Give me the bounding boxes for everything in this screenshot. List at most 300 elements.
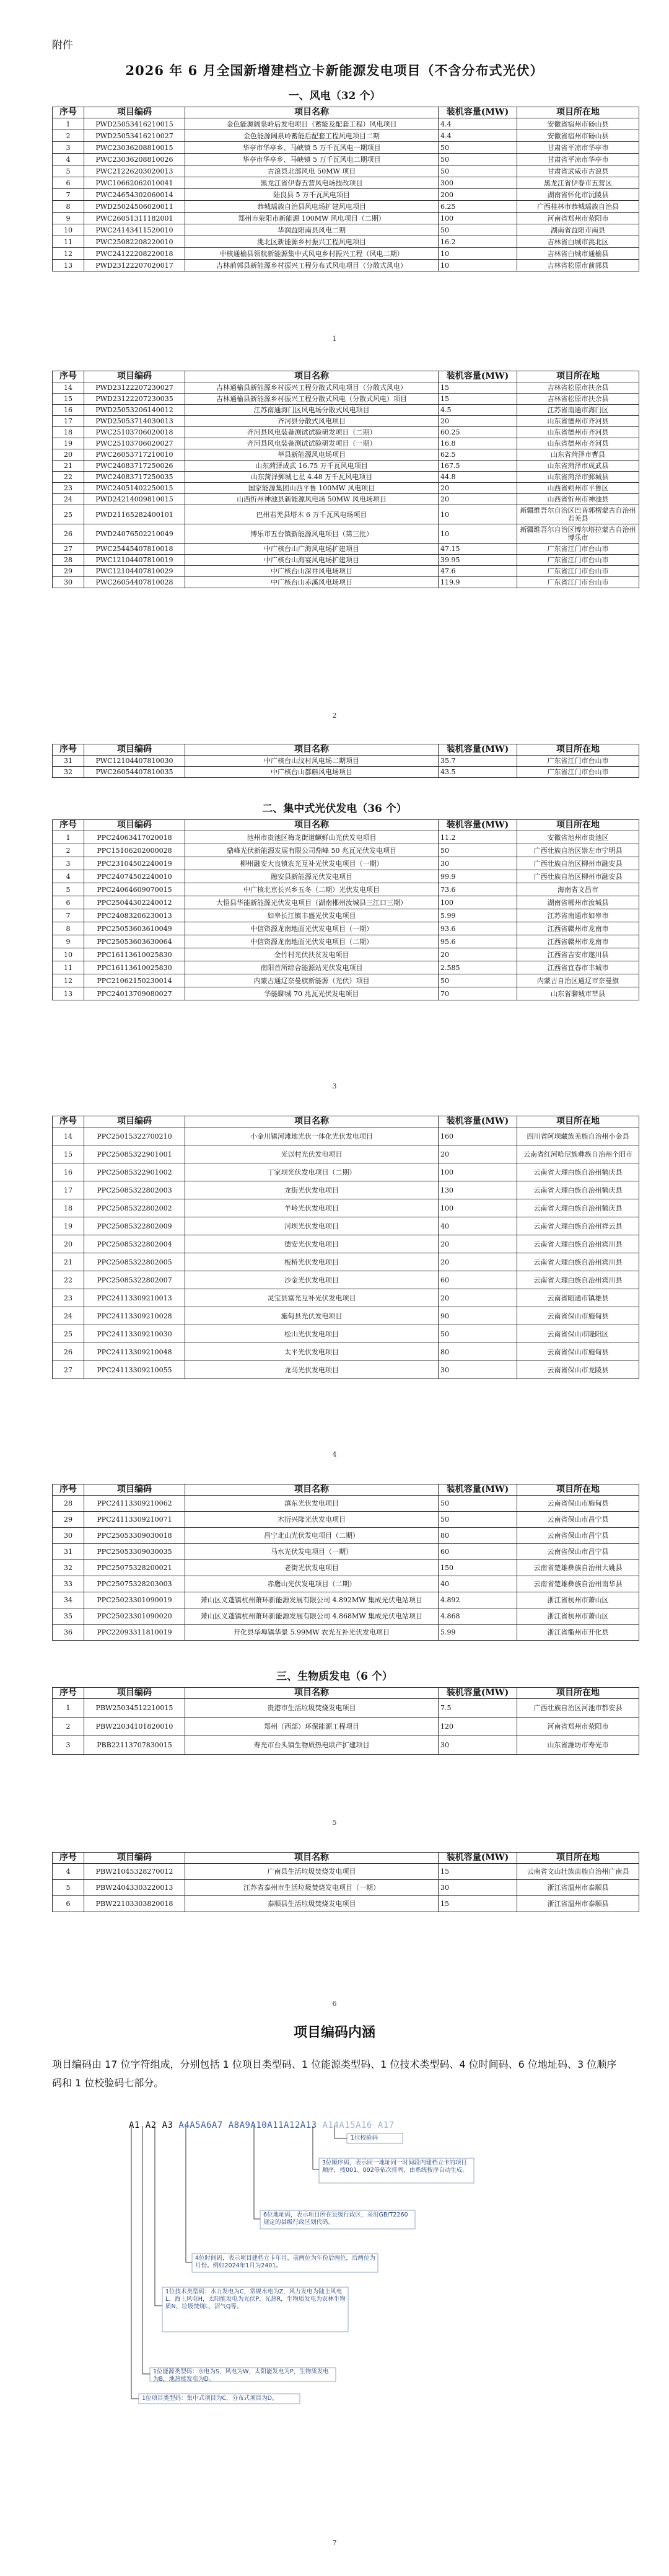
cell-project-location: 云南省保山市昌宁县 — [517, 1544, 639, 1560]
cell-project-name: 山东菏泽鄄城七星 4.48 万千瓦风电项目 — [185, 472, 439, 483]
cell-project-code: PPC25023301090020 — [84, 1608, 185, 1625]
cell-capacity-mw: 160 — [439, 1127, 517, 1145]
code-label-check: 1位校验码 — [351, 2135, 378, 2142]
col-header-capacity: 装机容量(MW) — [439, 1853, 517, 1864]
cell-project-code: PWD25024506020011 — [84, 201, 185, 213]
cell-capacity-mw: 119.9 — [439, 577, 517, 588]
table-row — [53, 427, 639, 438]
table-row — [53, 1496, 639, 1512]
cell-project-name: 中信资源龙南地面光伏发电项目（一期） — [185, 922, 439, 935]
cell-project-location: 山东省德州市齐河县 — [517, 427, 639, 438]
col-header-code: 项目编码 — [84, 820, 185, 831]
cell-project-name: 黑龙江省伊春五营风电场技改项目 — [185, 177, 439, 189]
cell-project-location: 江西省吉安市遂川县 — [517, 948, 639, 961]
table-row — [53, 1145, 639, 1163]
table-row — [53, 756, 639, 767]
cell-project-name: 滇东光伏发电项目 — [185, 1496, 439, 1512]
table-row — [53, 767, 639, 778]
cell-project-code: PPC25053309030018 — [84, 1528, 185, 1544]
cell-capacity-mw: 10 — [439, 505, 517, 524]
cell-capacity-mw: 10 — [439, 524, 517, 544]
cell-row-number: 17 — [53, 1181, 84, 1199]
cell-row-number: 18 — [53, 427, 84, 438]
cell-row-number: 33 — [53, 1576, 84, 1592]
cell-project-location: 甘肃省平凉市华亭市 — [517, 142, 639, 154]
page-number: 2 — [332, 712, 337, 720]
cell-project-name: 齐河县分散式风电项目 — [185, 416, 439, 427]
cell-project-location: 江西省赣州市龙南市 — [517, 935, 639, 948]
cell-capacity-mw: 10 — [439, 260, 517, 271]
cell-capacity-mw: 4.868 — [439, 1608, 517, 1625]
cell-project-code: PPC25023301090019 — [84, 1592, 185, 1608]
cell-project-code: PPC25053309030035 — [84, 1544, 185, 1560]
leader-line-type — [131, 2126, 139, 2399]
cell-capacity-mw: 20 — [439, 494, 517, 505]
cell-capacity-mw: 20 — [439, 1253, 517, 1271]
cell-project-name: 恭城瑶族自治县风电场扩建风电项目 — [185, 201, 439, 213]
cell-project-name: 寿光市台头镇生物质热电联产扩建项目 — [185, 1736, 439, 1755]
table-row — [53, 1271, 639, 1289]
cell-project-location: 浙江省衢州市开化县 — [517, 1625, 639, 1641]
table-row — [53, 213, 639, 224]
col-header-no: 序号 — [53, 820, 84, 831]
cell-row-number: 5 — [53, 883, 84, 896]
col-header-no: 序号 — [53, 1688, 84, 1699]
cell-project-code: PPC24063417020018 — [84, 831, 185, 844]
table-row — [53, 260, 639, 271]
cell-capacity-mw: 50 — [439, 165, 517, 177]
cell-project-code: PBB22113707830015 — [84, 1736, 185, 1755]
cell-row-number: 30 — [53, 577, 84, 588]
cell-project-location: 广东省江门市台山市 — [517, 566, 639, 577]
cell-row-number: 21 — [53, 461, 84, 472]
cell-row-number: 13 — [53, 987, 84, 1000]
code-part-time-address: A4A5A6A7 A8A9A10A11A12A13 — [178, 2120, 317, 2130]
col-header-no: 序号 — [53, 1484, 84, 1496]
cell-row-number: 2 — [53, 130, 84, 142]
cell-capacity-mw: 150 — [439, 1560, 517, 1576]
cell-project-name: 鼎峰光伏新能源发展有限公司鼎峰 50 兆瓦光伏发电项目 — [185, 844, 439, 857]
table-row — [53, 416, 639, 427]
cell-project-location: 吉林省松原市扶余县 — [517, 394, 639, 405]
table-header-row — [53, 820, 639, 831]
cell-project-name: 太平光伏发电项目 — [185, 1343, 439, 1361]
code-label-type: 1位项目类型码：集中式项目为C，分布式项目为D。 — [142, 2395, 278, 2402]
cell-capacity-mw: 40 — [439, 1217, 517, 1235]
cell-row-number: 8 — [53, 201, 84, 213]
table-row — [53, 236, 639, 248]
cell-capacity-mw: 15 — [439, 1896, 517, 1912]
table-row — [53, 961, 639, 974]
cell-project-name: 江苏省泰州市生活垃圾焚烧发电项目（一期） — [185, 1880, 439, 1896]
col-header-name: 项目名称 — [185, 371, 439, 382]
cell-row-number: 20 — [53, 1235, 84, 1253]
cell-project-name: 博乐市五台镇新能源风电项目（第三批） — [185, 524, 439, 544]
col-header-code: 项目编码 — [84, 1688, 185, 1699]
table-row — [53, 844, 639, 857]
cell-project-code: PWC26051311182001 — [84, 213, 185, 224]
cell-project-code: PWD23122207230035 — [84, 394, 185, 405]
col-header-name: 项目名称 — [185, 1853, 439, 1864]
table-row — [53, 1199, 639, 1217]
table-row — [53, 948, 639, 961]
cell-capacity-mw: 300 — [439, 177, 517, 189]
cell-project-name: 贵港市生活垃圾焚烧发电项目 — [185, 1699, 439, 1718]
cell-capacity-mw: 15 — [439, 382, 517, 394]
cell-capacity-mw: 20 — [439, 948, 517, 961]
cell-capacity-mw: 30 — [439, 1736, 517, 1755]
cell-capacity-mw: 99.9 — [439, 870, 517, 883]
cell-project-name: 吉林通榆县新能源乡村振兴工程分散式风电项目（分散式风电） — [185, 382, 439, 394]
cell-project-name: 羊岭光伏发电项目 — [185, 1199, 439, 1217]
cell-project-code: PWC24654302060014 — [84, 189, 185, 201]
code-label-tech: 1位技术类型码：水力发电为C，常规水电为Z，风力发电为陆上风电L、海上风电H，太阳能发电为光伏P、光热R，生物质发电为农林生物质N、垃圾焚烧L、沼气Q等。 — [165, 2288, 346, 2310]
cell-row-number: 1 — [53, 831, 84, 844]
col-header-no: 序号 — [53, 107, 84, 118]
cell-project-name: 灵宝县富光互补光伏发电项目 — [185, 1289, 439, 1307]
cell-project-location: 安徽省池州市贵池区 — [517, 831, 639, 844]
wind-table-page1 — [52, 107, 639, 271]
cell-project-name: 巴州若羌县塔木 6 万千瓦风电场项目 — [185, 505, 439, 524]
cell-row-number: 15 — [53, 394, 84, 405]
cell-row-number: 4 — [53, 870, 84, 883]
cell-project-name: 金竹村光伏扶贫发电项目 — [185, 948, 439, 961]
cell-project-location: 四川省阿坝藏族羌族自治州小金县 — [517, 1127, 639, 1145]
table-body — [53, 1496, 639, 1641]
cell-project-location: 云南省红河哈尼族彝族自治州个旧市 — [517, 1145, 639, 1163]
cell-project-location: 山西省朔州市平鲁区 — [517, 483, 639, 494]
col-header-location: 项目所在地 — [517, 1688, 639, 1699]
code-part-sequence-check: A14A15A16 A17 — [317, 2120, 395, 2130]
cell-project-location: 江苏省南通市如皋市 — [517, 909, 639, 922]
table-row — [53, 555, 639, 566]
col-header-name: 项目名称 — [185, 1688, 439, 1699]
cell-row-number: 20 — [53, 449, 84, 461]
cell-project-code: PPC24013709080027 — [84, 987, 185, 1000]
cell-project-code: PWC24083717250035 — [84, 472, 185, 483]
cell-project-name: 齐河县风电装备测试试验研发项目（一期） — [185, 438, 439, 449]
page-number: 6 — [332, 2000, 337, 2008]
cell-row-number: 21 — [53, 1253, 84, 1271]
cell-row-number: 25 — [53, 505, 84, 524]
table-row — [53, 1181, 639, 1199]
code-label-sequence: 3位顺序码，表示同一地址同一时间段内建档立卡的项目顺序，按001、002等依次排列，由系统按序自动生成。 — [322, 2159, 468, 2174]
cell-row-number: 13 — [53, 260, 84, 271]
leader-line-time — [186, 2126, 192, 2262]
pv-table-page3 — [52, 819, 639, 1000]
cell-row-number: 29 — [53, 566, 84, 577]
cell-project-code: PWC26054407810028 — [84, 577, 185, 588]
cell-project-location: 吉林省白城市通榆县 — [517, 248, 639, 260]
cell-project-name: 金色能源阔泉岭蓄能后配套工程风电项目二期 — [185, 130, 439, 142]
page-number: 5 — [332, 1819, 337, 1827]
leader-line-tech — [155, 2126, 162, 2306]
cell-project-name: 开化县华埠镇华景 5.99MW 农光互补光伏发电项目 — [185, 1625, 439, 1641]
cell-project-name: 中广核台山汶村风电场二期项目 — [185, 756, 439, 767]
leader-line-check — [334, 2126, 347, 2138]
cell-project-code: PPC24083206230013 — [84, 909, 185, 922]
cell-project-location: 浙江省温州市泰顺县 — [517, 1880, 639, 1896]
cell-row-number: 14 — [53, 382, 84, 394]
cell-project-name: 中广核台山深井风电场项目 — [185, 566, 439, 577]
cell-row-number: 10 — [53, 948, 84, 961]
cell-project-location: 云南省大理白族自治州宾川县 — [517, 1271, 639, 1289]
cell-project-code: PPC15106202000028 — [84, 844, 185, 857]
cell-project-location: 山东省菏泽市成武县 — [517, 461, 639, 472]
col-header-capacity: 装机容量(MW) — [439, 1116, 517, 1127]
table-row — [53, 189, 639, 201]
cell-project-code: PWC26054407810035 — [84, 767, 185, 778]
table-row — [53, 831, 639, 844]
cell-capacity-mw: 43.5 — [439, 767, 517, 778]
cell-project-name: 昌宁北山光伏发电项目（二期） — [185, 1528, 439, 1544]
table-row — [53, 1343, 639, 1361]
table-row — [53, 1253, 639, 1271]
table-row — [53, 1736, 639, 1755]
cell-project-location: 云南省保山市昌宁县 — [517, 1512, 639, 1528]
cell-project-location: 广东省江门市台山市 — [517, 555, 639, 566]
cell-project-name: 马水光伏发电项目（一期） — [185, 1544, 439, 1560]
cell-project-location: 云南省保山市施甸县 — [517, 1343, 639, 1361]
cell-project-name: 融安县新能源光伏发电项目 — [185, 870, 439, 883]
table-row — [53, 1217, 639, 1235]
col-header-code: 项目编码 — [84, 107, 185, 118]
cell-project-code: PWC23036208810015 — [84, 142, 185, 154]
cell-project-location: 山东省聊城市莘县 — [517, 987, 639, 1000]
cell-project-name: 柳州融安大良镇农光互补光伏发电项目（一期） — [185, 857, 439, 870]
table-row — [53, 1896, 639, 1912]
cell-project-location: 山东省德州市齐河县 — [517, 438, 639, 449]
cell-project-code: PBW24043303220013 — [84, 1880, 185, 1896]
wind-table-page3 — [52, 744, 639, 778]
cell-project-location: 湖南省益阳市南县 — [517, 224, 639, 236]
cell-row-number: 14 — [53, 1127, 84, 1145]
cell-project-location: 云南省保山市施甸县 — [517, 1307, 639, 1325]
cell-project-code: PWC10662062010041 — [84, 177, 185, 189]
cell-project-code: PWC24143411520010 — [84, 224, 185, 236]
cell-project-code: PPC24113309210030 — [84, 1325, 185, 1343]
cell-row-number: 11 — [53, 961, 84, 974]
table-row — [53, 1544, 639, 1560]
cell-project-location: 新疆维吾尔自治区博尔塔拉蒙古自治州博乐市 — [517, 524, 639, 544]
cell-row-number: 4 — [53, 1864, 84, 1880]
cell-project-location: 甘肃省平凉市华亭市 — [517, 154, 639, 165]
leader-line-energy — [142, 2126, 150, 2374]
cell-project-name: 施甸县光伏发电项目 — [185, 1307, 439, 1325]
cell-project-location: 安徽省宿州市砀山县 — [517, 118, 639, 130]
cell-capacity-mw: 60 — [439, 1544, 517, 1560]
cell-project-name: 山东菏泽成武 16.75 万千瓦风电项目 — [185, 461, 439, 472]
cell-capacity-mw: 100 — [439, 213, 517, 224]
cell-project-name: 龙街光伏发电项目 — [185, 1181, 439, 1199]
table-row — [53, 1127, 639, 1145]
cell-row-number: 2 — [53, 1718, 84, 1736]
cell-project-name: 德安光伏发电项目 — [185, 1235, 439, 1253]
cell-project-code: PWD25053416210015 — [84, 118, 185, 130]
cell-capacity-mw: 4.4 — [439, 118, 517, 130]
cell-project-location: 云南省昭通市镇雄县 — [517, 1289, 639, 1307]
table-row — [53, 505, 639, 524]
cell-project-location: 江苏省南通市海门区 — [517, 405, 639, 416]
col-header-capacity: 装机容量(MW) — [439, 1688, 517, 1699]
page-number: 3 — [332, 1082, 337, 1090]
col-header-name: 项目名称 — [185, 744, 439, 756]
section-heading-pv: 二、集中式光伏发电（36 个） — [262, 803, 407, 815]
cell-project-name: 龙马光伏发电项目 — [185, 1361, 439, 1379]
cell-row-number: 3 — [53, 142, 84, 154]
cell-capacity-mw: 90 — [439, 1307, 517, 1325]
cell-project-code: PWC25103706020018 — [84, 427, 185, 438]
col-header-no: 序号 — [53, 744, 84, 756]
cell-project-code: PPC24113309210013 — [84, 1289, 185, 1307]
cell-project-code: PPC25053603610049 — [84, 922, 185, 935]
cell-project-name: 华亭市华亭乡、马峡镇 5 万千瓦风电一期项目 — [185, 142, 439, 154]
cell-project-name: 沙金光伏发电项目 — [185, 1271, 439, 1289]
cell-project-location: 江西省赣州市龙南市 — [517, 922, 639, 935]
cell-project-location: 吉林省松原市前郭县 — [517, 260, 639, 271]
col-header-location: 项目所在地 — [517, 1853, 639, 1864]
cell-project-name: 萧山区义蓬镇杭州萧环新能源发展有限公司 4.868MW 集成光伏电站项目 — [185, 1608, 439, 1625]
cell-project-name: 内蒙古通辽奈曼旗新能源（光伏）项目 — [185, 974, 439, 987]
cell-capacity-mw: 15 — [439, 394, 517, 405]
cell-project-location: 甘肃省武威市古浪县 — [517, 165, 639, 177]
cell-project-code: PWC25445407810018 — [84, 544, 185, 555]
cell-project-name: 莘县新能源风电场项目 — [185, 449, 439, 461]
cell-project-code: PPC23104502240019 — [84, 857, 185, 870]
cell-capacity-mw: 47.6 — [439, 566, 517, 577]
table-row — [53, 1235, 639, 1253]
cell-project-location: 浙江省杭州市萧山区 — [517, 1592, 639, 1608]
bio-table-page5 — [52, 1687, 639, 1755]
cell-row-number: 16 — [53, 405, 84, 416]
table-row — [53, 577, 639, 588]
col-header-name: 项目名称 — [185, 820, 439, 831]
table-body — [53, 118, 639, 271]
cell-project-location: 广西壮族自治区柳州市融安县 — [517, 870, 639, 883]
cell-row-number: 28 — [53, 1496, 84, 1512]
col-header-no: 序号 — [53, 1853, 84, 1864]
cell-capacity-mw: 80 — [439, 1528, 517, 1544]
leader-line-address — [254, 2126, 260, 2219]
code-section-paragraph: 项目编码由 17 位字符组成，分别包括 1 位项目类型码、1 位能源类型码、1 位技术类型码、4 位时间码、6 位地址码、3 位顺序码和 1 位校验码七部分。 — [52, 2058, 617, 2089]
cell-project-location: 广东省江门市台山市 — [517, 544, 639, 555]
cell-row-number: 18 — [53, 1199, 84, 1217]
cell-capacity-mw: 30 — [439, 1361, 517, 1379]
cell-project-name: 中广核北京长兴乡五冬（二期）光伏发电项目 — [185, 883, 439, 896]
cell-row-number: 3 — [53, 1736, 84, 1755]
cell-project-location: 吉林省白城市洮北区 — [517, 236, 639, 248]
col-header-location: 项目所在地 — [517, 820, 639, 831]
table-row — [53, 1325, 639, 1343]
cell-project-name: 江苏南通海门区风电场分散式风电项目 — [185, 405, 439, 416]
cell-row-number: 6 — [53, 1896, 84, 1912]
cell-capacity-mw: 30 — [439, 1880, 517, 1896]
cell-capacity-mw: 4.5 — [439, 405, 517, 416]
cell-project-location: 云南省大理白族自治州鹤庆县 — [517, 1163, 639, 1181]
cell-project-name: 金色能源阔泉岭后发电项目（蓄能及配套工程）风电项目 — [185, 118, 439, 130]
table-row — [53, 1880, 639, 1896]
table-header-row — [53, 1688, 639, 1699]
cell-row-number: 4 — [53, 154, 84, 165]
cell-project-code: PWD21165282400101 — [84, 505, 185, 524]
cell-project-location: 广东省江门市台山市 — [517, 767, 639, 778]
cell-project-name: 南阳首所综合能源站光伏发电项目 — [185, 961, 439, 974]
cell-capacity-mw: 60 — [439, 1271, 517, 1289]
cell-capacity-mw: 100 — [439, 1199, 517, 1217]
table-row — [53, 405, 639, 416]
cell-project-name: 小金川镇河滩地光伏一体化光伏发电项目 — [185, 1127, 439, 1145]
table-header-row — [53, 371, 639, 382]
cell-capacity-mw: 16.2 — [439, 236, 517, 248]
cell-row-number: 24 — [53, 1307, 84, 1325]
cell-project-location: 广西桂林市恭城瑶族自治县 — [517, 201, 639, 213]
cell-project-code: PBW25034512210015 — [84, 1699, 185, 1718]
table-row — [53, 494, 639, 505]
col-header-name: 项目名称 — [185, 107, 439, 118]
cell-row-number: 26 — [53, 524, 84, 544]
cell-row-number: 9 — [53, 935, 84, 948]
cell-project-name: 老街光伏发电项目 — [185, 1560, 439, 1576]
cell-row-number: 26 — [53, 1343, 84, 1361]
cell-project-code: PWC24051402250015 — [84, 483, 185, 494]
table-row — [53, 165, 639, 177]
cell-row-number: 1 — [53, 118, 84, 130]
cell-capacity-mw: 35.7 — [439, 756, 517, 767]
cell-capacity-mw: 15 — [439, 1864, 517, 1880]
table-row — [53, 483, 639, 494]
table-row — [53, 1560, 639, 1576]
table-row — [53, 1361, 639, 1379]
cell-capacity-mw: 6.25 — [439, 201, 517, 213]
cell-capacity-mw: 44.8 — [439, 472, 517, 483]
cell-project-code: PWC12104407810029 — [84, 566, 185, 577]
cell-project-location: 广东省江门市台山市 — [517, 756, 639, 767]
cell-capacity-mw: 20 — [439, 483, 517, 494]
col-header-location: 项目所在地 — [517, 107, 639, 118]
table-row — [53, 974, 639, 987]
cell-project-location: 云南省保山市昌宁县 — [517, 1528, 639, 1544]
cell-capacity-mw: 50 — [439, 1325, 517, 1343]
cell-capacity-mw: 50 — [439, 844, 517, 857]
col-header-code: 项目编码 — [84, 744, 185, 756]
cell-project-location: 河南省郑州市荥阳市 — [517, 213, 639, 224]
table-header-row — [53, 107, 639, 118]
cell-capacity-mw: 2.585 — [439, 961, 517, 974]
table-row — [53, 857, 639, 870]
cell-project-code: PPC25085322901002 — [84, 1163, 185, 1181]
cell-project-code: PWD24076502210049 — [84, 524, 185, 544]
cell-capacity-mw: 5.99 — [439, 909, 517, 922]
cell-project-code: PWC25103706020027 — [84, 438, 185, 449]
cell-project-code: PWC12104407810019 — [84, 555, 185, 566]
cell-row-number: 16 — [53, 1163, 84, 1181]
table-row — [53, 142, 639, 154]
cell-project-location: 云南省大理白族自治州鹤庆县 — [517, 1181, 639, 1199]
cell-row-number: 36 — [53, 1625, 84, 1641]
table-row — [53, 1528, 639, 1544]
cell-project-name: 大悟县华能新能源光伏发电项目（湖南郴州汝城县三江口三期） — [185, 896, 439, 909]
cell-row-number: 29 — [53, 1512, 84, 1528]
table-body — [53, 1699, 639, 1755]
cell-project-code: PPC16113610025830 — [84, 948, 185, 961]
cell-project-name: 中广核台山海宴风电场扩建项目 — [185, 555, 439, 566]
cell-project-location: 河南省郑州市荥阳市 — [517, 1718, 639, 1736]
cell-capacity-mw: 20 — [439, 1235, 517, 1253]
code-part-type: A1 A2 A3 — [129, 2120, 179, 2130]
cell-project-name: 光以村光伏发电项目 — [185, 1145, 439, 1163]
cell-project-code: PPC24113309210055 — [84, 1361, 185, 1379]
table-row — [53, 382, 639, 394]
